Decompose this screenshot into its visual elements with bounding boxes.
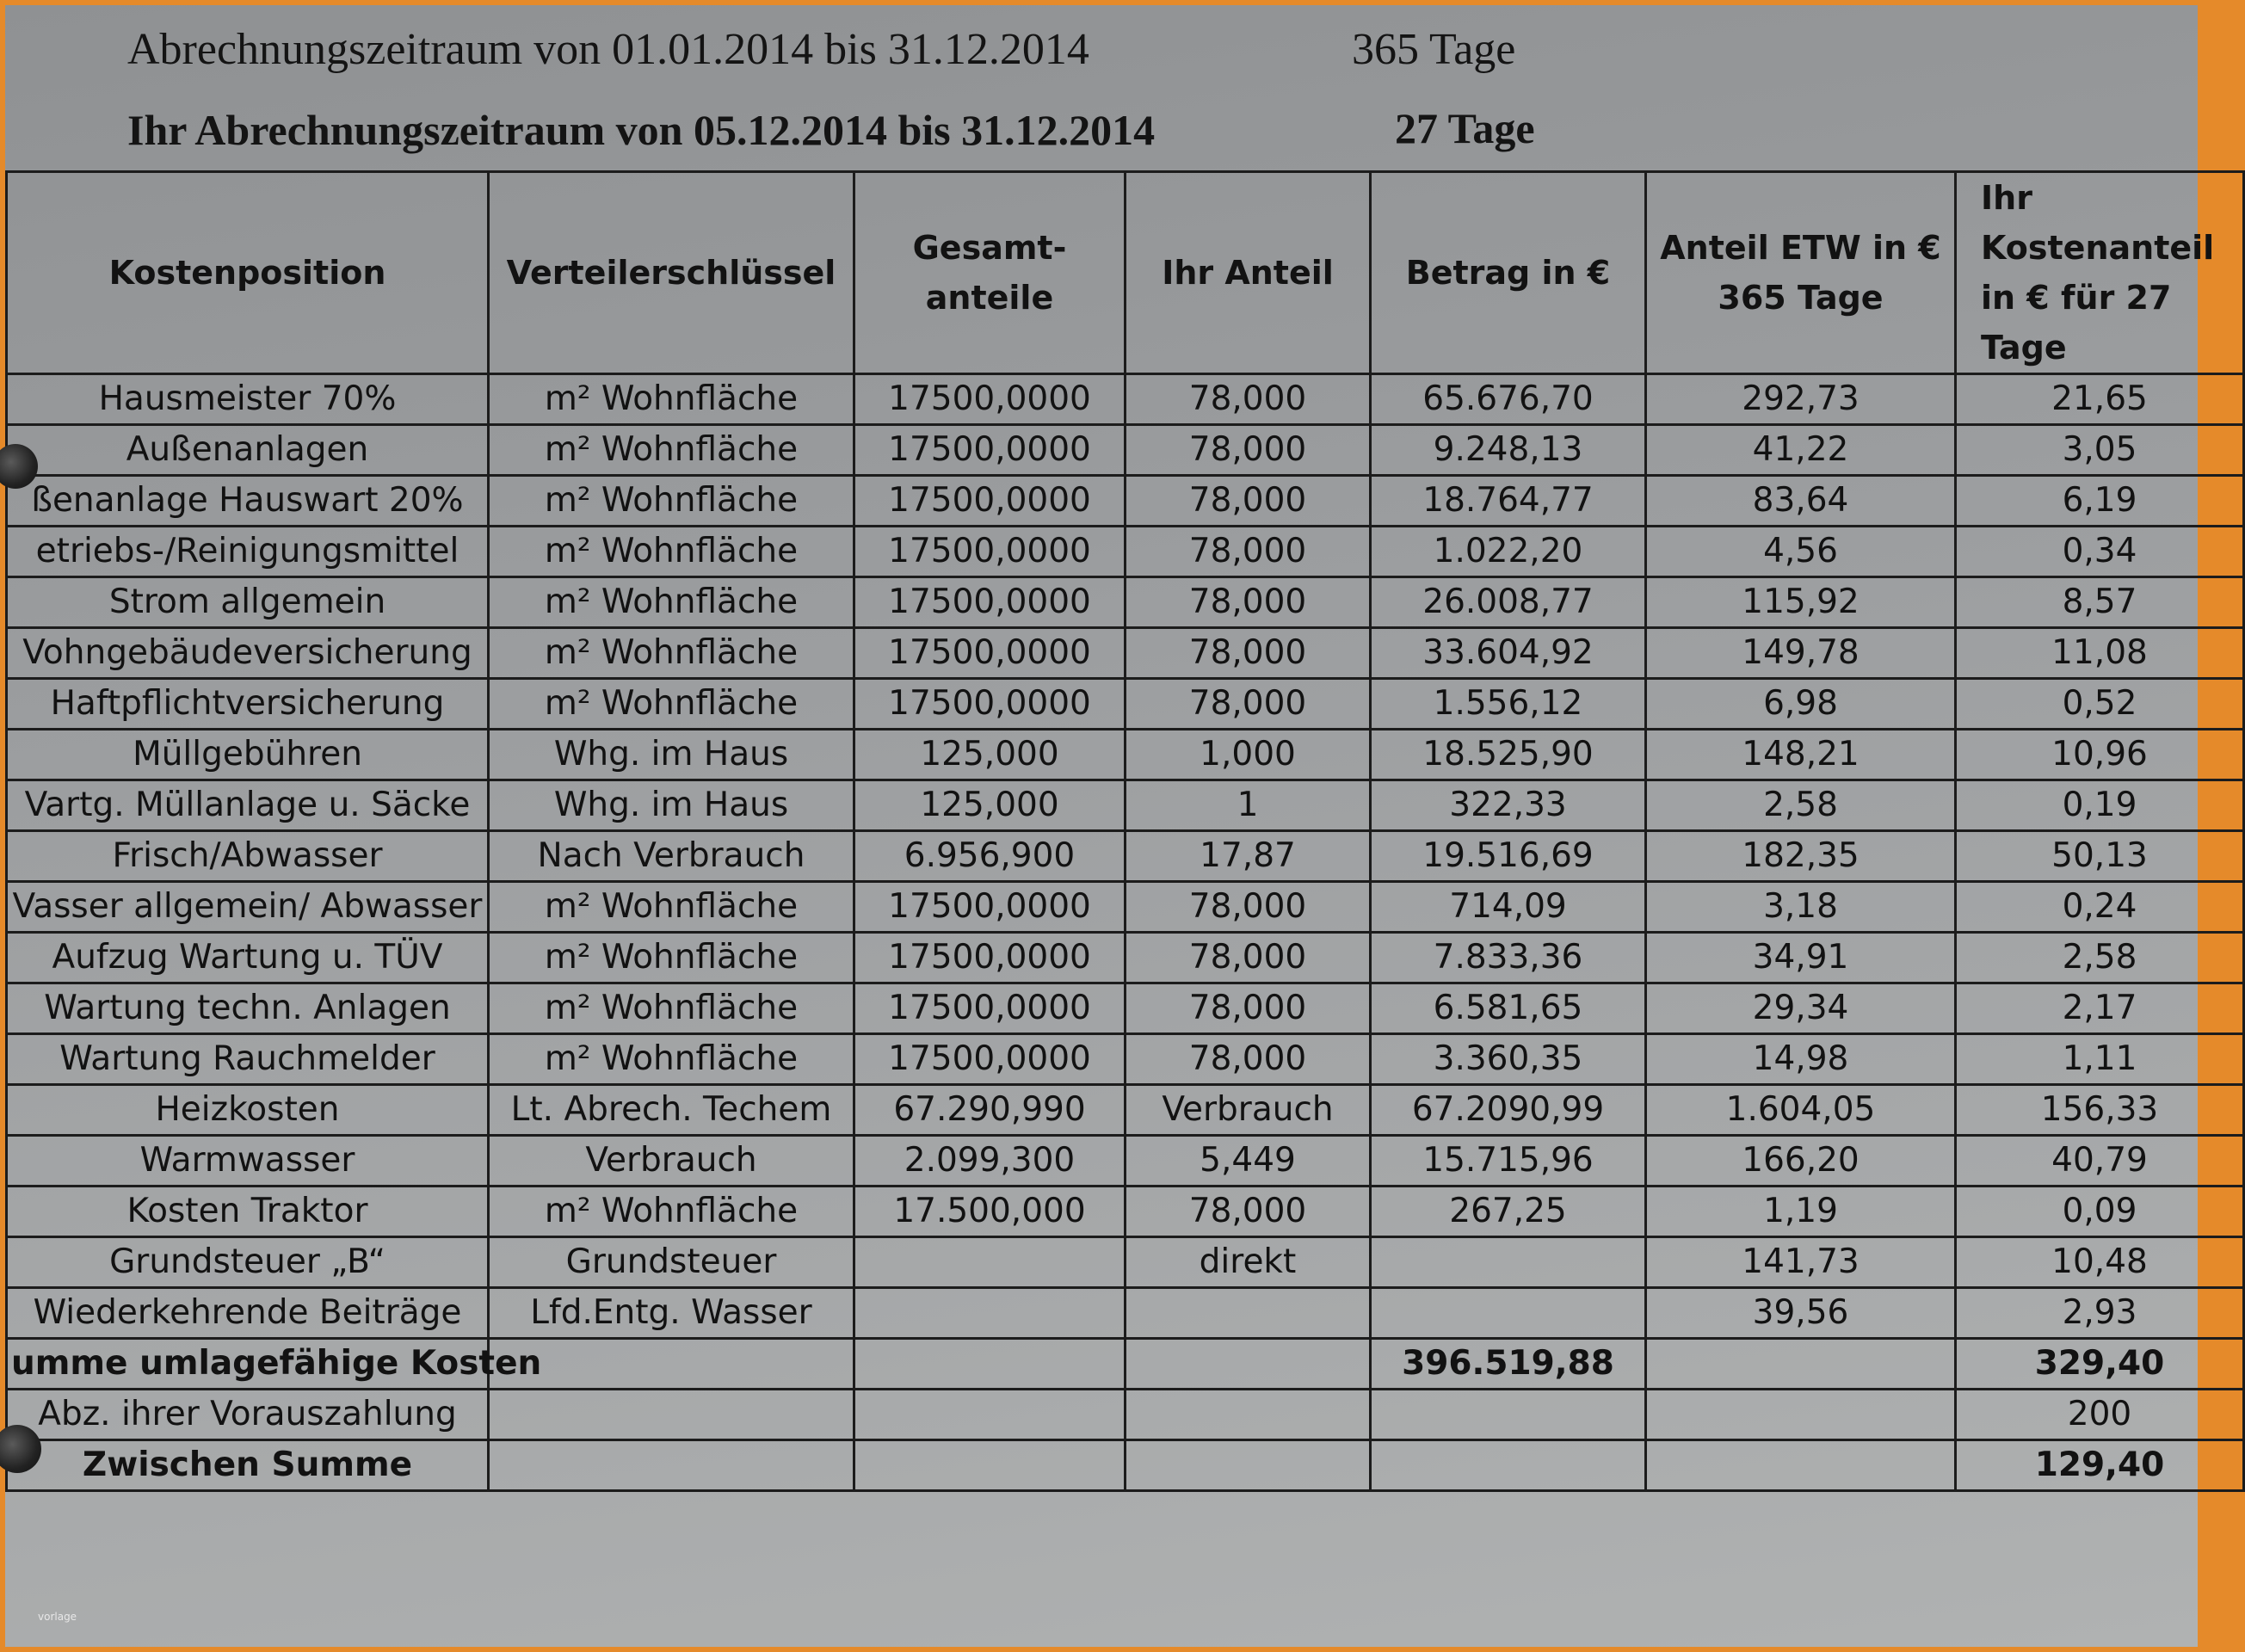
your-cost-share-cell: 3,05 bbox=[1956, 425, 2244, 476]
amount-cell: 396.519,88 bbox=[1371, 1339, 1646, 1390]
table-row bbox=[7, 831, 2244, 882]
share-etw-cell bbox=[1646, 1390, 1956, 1440]
total-shares-cell: 2.099,300 bbox=[854, 1136, 1126, 1187]
your-cost-share-cell: 156,33 bbox=[1956, 1085, 2244, 1136]
distribution-key-cell: Whg. im Haus bbox=[489, 730, 854, 780]
table-row bbox=[7, 527, 2244, 577]
table-row bbox=[7, 1339, 2244, 1390]
your-cost-share-cell: 329,40 bbox=[1956, 1339, 2244, 1390]
distribution-key-cell: m² Wohnfläche bbox=[489, 679, 854, 730]
share-etw-cell: 6,98 bbox=[1646, 679, 1956, 730]
amount-cell: 6.581,65 bbox=[1371, 983, 1646, 1034]
your-cost-share-cell: 21,65 bbox=[1956, 374, 2244, 425]
amount-cell bbox=[1371, 1237, 1646, 1288]
your-share-cell: 78,000 bbox=[1126, 425, 1371, 476]
your-share-cell: 5,449 bbox=[1126, 1136, 1371, 1187]
share-etw-cell bbox=[1646, 1339, 1956, 1390]
cost-position-cell: Wartung techn. Anlagen bbox=[7, 983, 489, 1034]
column-header: Ihr Kostenanteil in € für 27 Tage bbox=[1956, 172, 2244, 374]
document-header bbox=[5, 5, 2198, 169]
your-cost-share-cell: 11,08 bbox=[1956, 628, 2244, 679]
amount-cell: 65.676,70 bbox=[1371, 374, 1646, 425]
table-row bbox=[7, 628, 2244, 679]
your-share-cell bbox=[1126, 1339, 1371, 1390]
distribution-key-cell bbox=[489, 1339, 854, 1390]
cost-position-cell: Haftpflichtversicherung bbox=[7, 679, 489, 730]
cost-position-cell: Zwischen Summe bbox=[7, 1440, 489, 1491]
your-cost-share-cell: 0,52 bbox=[1956, 679, 2244, 730]
distribution-key-cell: m² Wohnfläche bbox=[489, 527, 854, 577]
total-shares-cell: 6.956,900 bbox=[854, 831, 1126, 882]
your-share-cell: 78,000 bbox=[1126, 933, 1371, 983]
amount-cell: 322,33 bbox=[1371, 780, 1646, 831]
amount-cell: 33.604,92 bbox=[1371, 628, 1646, 679]
cost-position-cell: Abz. ihrer Vorauszahlung bbox=[7, 1390, 489, 1440]
cost-table bbox=[5, 170, 2245, 1492]
cost-position-cell: Warmwasser bbox=[7, 1136, 489, 1187]
total-shares-cell: 125,000 bbox=[854, 780, 1126, 831]
your-cost-share-cell: 0,24 bbox=[1956, 882, 2244, 933]
distribution-key-cell: m² Wohnfläche bbox=[489, 933, 854, 983]
share-etw-cell: 83,64 bbox=[1646, 476, 1956, 527]
your-share-cell: 78,000 bbox=[1126, 882, 1371, 933]
document-photo bbox=[5, 5, 2215, 1647]
distribution-key-cell: m² Wohnfläche bbox=[489, 882, 854, 933]
share-etw-cell: 141,73 bbox=[1646, 1237, 1956, 1288]
your-share-cell: 1 bbox=[1126, 780, 1371, 831]
share-etw-cell: 1.604,05 bbox=[1646, 1085, 1956, 1136]
distribution-key-cell: Verbrauch bbox=[489, 1136, 854, 1187]
amount-cell: 3.360,35 bbox=[1371, 1034, 1646, 1085]
total-shares-cell: 17500,0000 bbox=[854, 1034, 1126, 1085]
total-shares-cell bbox=[854, 1339, 1126, 1390]
amount-cell: 7.833,36 bbox=[1371, 933, 1646, 983]
share-etw-cell: 2,58 bbox=[1646, 780, 1956, 831]
total-shares-cell: 17500,0000 bbox=[854, 882, 1126, 933]
total-shares-cell bbox=[854, 1237, 1126, 1288]
amount-cell: 67.2090,99 bbox=[1371, 1085, 1646, 1136]
your-share-cell: 1,000 bbox=[1126, 730, 1371, 780]
distribution-key-cell: m² Wohnfläche bbox=[489, 425, 854, 476]
table-row bbox=[7, 577, 2244, 628]
your-billing-period-line: Ihr Abrechnungszeitraum von 05.12.2014 bis 31.12.2014 bbox=[127, 106, 1156, 154]
your-share-cell: 78,000 bbox=[1126, 628, 1371, 679]
column-header: Kostenposition bbox=[7, 172, 489, 374]
total-shares-cell: 17500,0000 bbox=[854, 476, 1126, 527]
share-etw-cell: 41,22 bbox=[1646, 425, 1956, 476]
share-etw-cell: 29,34 bbox=[1646, 983, 1956, 1034]
table-row bbox=[7, 1440, 2244, 1491]
distribution-key-cell: m² Wohnfläche bbox=[489, 476, 854, 527]
cost-position-cell: Hausmeister 70% bbox=[7, 374, 489, 425]
your-cost-share-cell: 40,79 bbox=[1956, 1136, 2244, 1187]
cost-position-cell: umme umlagefähige Kosten bbox=[7, 1339, 489, 1390]
cost-position-cell: Heizkosten bbox=[7, 1085, 489, 1136]
your-share-cell: 78,000 bbox=[1126, 374, 1371, 425]
total-shares-cell: 17500,0000 bbox=[854, 933, 1126, 983]
amount-cell: 1.556,12 bbox=[1371, 679, 1646, 730]
column-header: Betrag in € bbox=[1371, 172, 1646, 374]
your-share-cell bbox=[1126, 1440, 1371, 1491]
amount-cell: 9.248,13 bbox=[1371, 425, 1646, 476]
cost-position-cell: Wiederkehrende Beiträge bbox=[7, 1288, 489, 1339]
table-row bbox=[7, 425, 2244, 476]
total-shares-cell: 17.500,000 bbox=[854, 1187, 1126, 1237]
distribution-key-cell bbox=[489, 1390, 854, 1440]
your-share-cell: 78,000 bbox=[1126, 679, 1371, 730]
column-header: Gesamt- anteile bbox=[854, 172, 1126, 374]
total-shares-cell bbox=[854, 1288, 1126, 1339]
cost-position-cell: Grundsteuer „B“ bbox=[7, 1237, 489, 1288]
amount-cell bbox=[1371, 1288, 1646, 1339]
cost-position-cell: Strom allgemein bbox=[7, 577, 489, 628]
amount-cell: 19.516,69 bbox=[1371, 831, 1646, 882]
distribution-key-cell bbox=[489, 1440, 854, 1491]
your-share-cell: 17,87 bbox=[1126, 831, 1371, 882]
table-row bbox=[7, 780, 2244, 831]
your-cost-share-cell: 2,58 bbox=[1956, 933, 2244, 983]
share-etw-cell: 182,35 bbox=[1646, 831, 1956, 882]
distribution-key-cell: Lt. Abrech. Techem bbox=[489, 1085, 854, 1136]
watermark-text: vorlage bbox=[38, 1611, 77, 1623]
share-etw-cell: 166,20 bbox=[1646, 1136, 1956, 1187]
total-shares-cell: 17500,0000 bbox=[854, 425, 1126, 476]
cost-position-cell: Müllgebühren bbox=[7, 730, 489, 780]
column-header: Ihr Anteil bbox=[1126, 172, 1371, 374]
your-share-cell bbox=[1126, 1288, 1371, 1339]
your-cost-share-cell: 50,13 bbox=[1956, 831, 2244, 882]
distribution-key-cell: m² Wohnfläche bbox=[489, 374, 854, 425]
table-row bbox=[7, 679, 2244, 730]
distribution-key-cell: Whg. im Haus bbox=[489, 780, 854, 831]
your-share-cell: direkt bbox=[1126, 1237, 1371, 1288]
amount-cell: 267,25 bbox=[1371, 1187, 1646, 1237]
cost-position-cell: Aufzug Wartung u. TÜV bbox=[7, 933, 489, 983]
cost-position-cell: Außenanlagen bbox=[7, 425, 489, 476]
your-cost-share-cell: 200 bbox=[1956, 1390, 2244, 1440]
cost-position-cell: etriebs-/Reinigungsmittel bbox=[7, 527, 489, 577]
your-cost-share-cell: 10,48 bbox=[1956, 1237, 2244, 1288]
distribution-key-cell: Lfd.Entg. Wasser bbox=[489, 1288, 854, 1339]
table-row bbox=[7, 1390, 2244, 1440]
amount-cell: 26.008,77 bbox=[1371, 577, 1646, 628]
column-header: Anteil ETW in € 365 Tage bbox=[1646, 172, 1956, 374]
cost-position-cell: Kosten Traktor bbox=[7, 1187, 489, 1237]
total-shares-cell: 17500,0000 bbox=[854, 577, 1126, 628]
share-etw-cell: 148,21 bbox=[1646, 730, 1956, 780]
your-cost-share-cell: 0,34 bbox=[1956, 527, 2244, 577]
amount-cell: 18.525,90 bbox=[1371, 730, 1646, 780]
amount-cell bbox=[1371, 1440, 1646, 1491]
your-share-cell: 78,000 bbox=[1126, 1034, 1371, 1085]
your-cost-share-cell: 2,93 bbox=[1956, 1288, 2244, 1339]
billing-period-line: Abrechnungszeitraum von 01.01.2014 bis 31.12.2014 bbox=[127, 25, 1089, 74]
distribution-key-cell: m² Wohnfläche bbox=[489, 1187, 854, 1237]
total-shares-cell: 17500,0000 bbox=[854, 679, 1126, 730]
total-shares-cell: 125,000 bbox=[854, 730, 1126, 780]
total-shares-cell: 67.290,990 bbox=[854, 1085, 1126, 1136]
total-shares-cell: 17500,0000 bbox=[854, 527, 1126, 577]
cost-position-cell: Wartung Rauchmelder bbox=[7, 1034, 489, 1085]
table-row bbox=[7, 1034, 2244, 1085]
distribution-key-cell: m² Wohnfläche bbox=[489, 577, 854, 628]
your-cost-share-cell: 10,96 bbox=[1956, 730, 2244, 780]
amount-cell: 1.022,20 bbox=[1371, 527, 1646, 577]
share-etw-cell: 4,56 bbox=[1646, 527, 1956, 577]
amount-cell: 714,09 bbox=[1371, 882, 1646, 933]
your-cost-share-cell: 1,11 bbox=[1956, 1034, 2244, 1085]
total-shares-cell bbox=[854, 1390, 1126, 1440]
your-share-cell: Verbrauch bbox=[1126, 1085, 1371, 1136]
total-shares-cell: 17500,0000 bbox=[854, 374, 1126, 425]
table-row bbox=[7, 730, 2244, 780]
cost-position-cell: Frisch/Abwasser bbox=[7, 831, 489, 882]
total-shares-cell: 17500,0000 bbox=[854, 983, 1126, 1034]
distribution-key-cell: m² Wohnfläche bbox=[489, 1034, 854, 1085]
table-header-row bbox=[7, 172, 2244, 374]
share-etw-cell: 292,73 bbox=[1646, 374, 1956, 425]
cost-position-cell: Vartg. Müllanlage u. Säcke bbox=[7, 780, 489, 831]
your-share-cell: 78,000 bbox=[1126, 577, 1371, 628]
cost-table-container bbox=[5, 170, 2215, 1502]
amount-cell: 18.764,77 bbox=[1371, 476, 1646, 527]
table-body bbox=[7, 374, 2244, 1491]
table-row bbox=[7, 476, 2244, 527]
table-row bbox=[7, 1136, 2244, 1187]
cost-position-cell: ßenanlage Hauswart 20% bbox=[7, 476, 489, 527]
your-share-cell: 78,000 bbox=[1126, 527, 1371, 577]
your-share-cell: 78,000 bbox=[1126, 1187, 1371, 1237]
table-row bbox=[7, 1288, 2244, 1339]
total-shares-cell bbox=[854, 1440, 1126, 1491]
share-etw-cell: 115,92 bbox=[1646, 577, 1956, 628]
distribution-key-cell: Grundsteuer bbox=[489, 1237, 854, 1288]
share-etw-cell: 14,98 bbox=[1646, 1034, 1956, 1085]
your-cost-share-cell: 6,19 bbox=[1956, 476, 2244, 527]
amount-cell bbox=[1371, 1390, 1646, 1440]
your-cost-share-cell: 129,40 bbox=[1956, 1440, 2244, 1491]
your-cost-share-cell: 8,57 bbox=[1956, 577, 2244, 628]
your-cost-share-cell: 0,19 bbox=[1956, 780, 2244, 831]
cost-position-cell: Vohngebäudeversicherung bbox=[7, 628, 489, 679]
cost-position-cell: Vasser allgemein/ Abwasser bbox=[7, 882, 489, 933]
share-etw-cell: 3,18 bbox=[1646, 882, 1956, 933]
table-row bbox=[7, 1237, 2244, 1288]
distribution-key-cell: m² Wohnfläche bbox=[489, 983, 854, 1034]
total-shares-cell: 17500,0000 bbox=[854, 628, 1126, 679]
table-row bbox=[7, 983, 2244, 1034]
table-row bbox=[7, 1085, 2244, 1136]
your-cost-share-cell: 2,17 bbox=[1956, 983, 2244, 1034]
amount-cell: 15.715,96 bbox=[1371, 1136, 1646, 1187]
share-etw-cell: 1,19 bbox=[1646, 1187, 1956, 1237]
table-row bbox=[7, 374, 2244, 425]
your-share-cell bbox=[1126, 1390, 1371, 1440]
your-cost-share-cell: 0,09 bbox=[1956, 1187, 2244, 1237]
table-row bbox=[7, 933, 2244, 983]
share-etw-cell: 149,78 bbox=[1646, 628, 1956, 679]
table-row bbox=[7, 1187, 2244, 1237]
distribution-key-cell: Nach Verbrauch bbox=[489, 831, 854, 882]
your-share-cell: 78,000 bbox=[1126, 476, 1371, 527]
billing-period-days: 365 Tage bbox=[1352, 25, 1516, 74]
share-etw-cell: 34,91 bbox=[1646, 933, 1956, 983]
your-billing-period-days: 27 Tage bbox=[1395, 104, 1535, 152]
column-header: Verteilerschlüssel bbox=[489, 172, 854, 374]
share-etw-cell bbox=[1646, 1440, 1956, 1491]
your-share-cell: 78,000 bbox=[1126, 983, 1371, 1034]
share-etw-cell: 39,56 bbox=[1646, 1288, 1956, 1339]
table-row bbox=[7, 882, 2244, 933]
distribution-key-cell: m² Wohnfläche bbox=[489, 628, 854, 679]
